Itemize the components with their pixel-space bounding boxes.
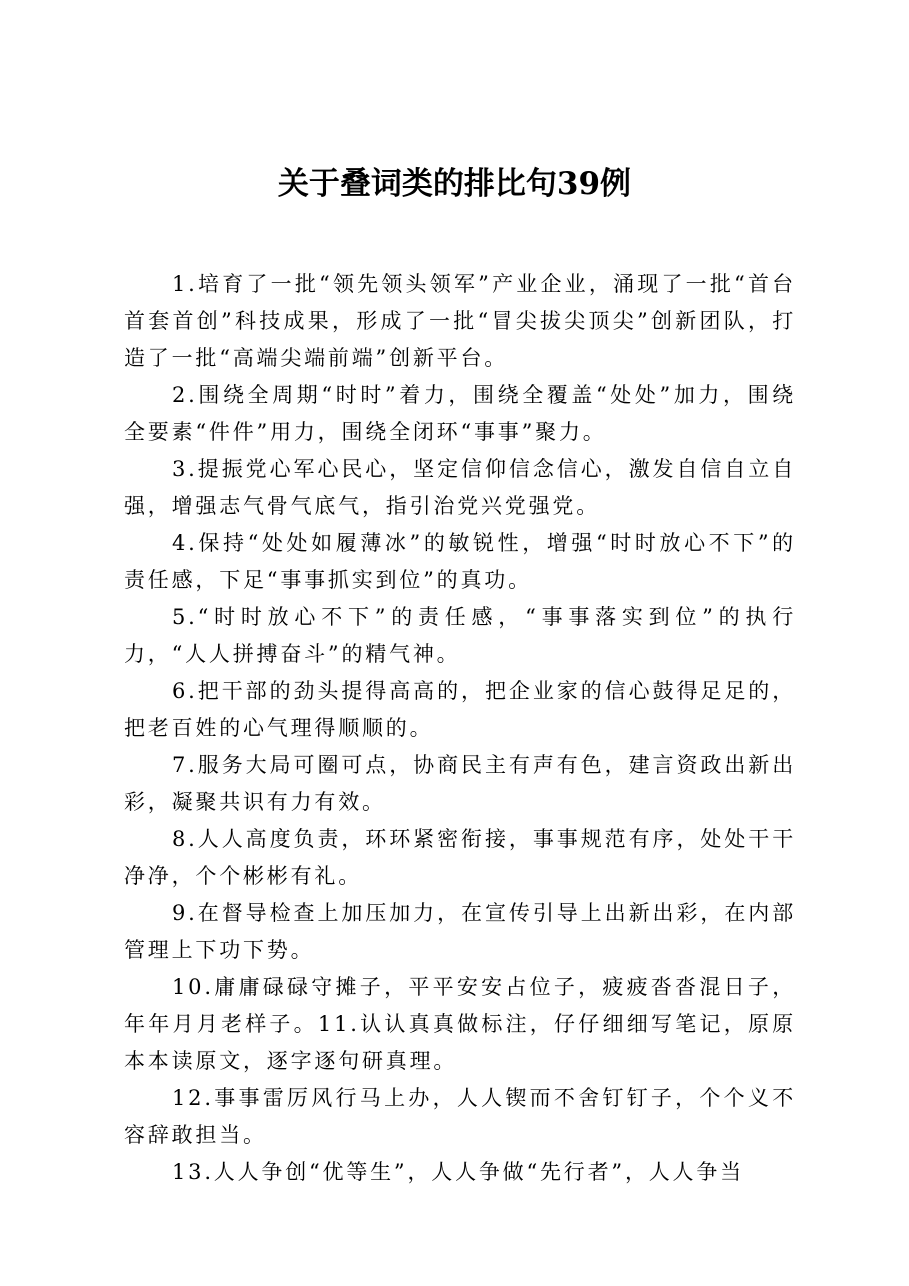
paragraph-5: 5.“时时放心不下”的责任感，“事事落实到位”的执行力，“人人拼搏奋斗”的精气神。 bbox=[124, 605, 796, 666]
paragraph-13: 13.人人争创“优等生”，人人争做“先行者”，人人争当 bbox=[172, 1160, 744, 1184]
document-body bbox=[124, 266, 796, 1191]
paragraph-7: 7.服务大局可圈可点，协商民主有声有色，建言资政出新出彩，凝聚共识有力有效。 bbox=[124, 753, 796, 814]
paragraph-4: 4.保持“处处如履薄冰”的敏锐性，增强“时时放心不下”的责任感，下足“事事抓实到位”的真功。 bbox=[124, 531, 796, 592]
paragraph-2: 2.围绕全周期“时时”着力，围绕全覆盖“处处”加力，围绕全要素“件件”用力，围绕全闭环“事事”聚力。 bbox=[124, 383, 796, 444]
paragraph-12: 12.事事雷厉风行马上办，人人锲而不舍钉钉子，个个义不容辞敢担当。 bbox=[124, 1086, 796, 1147]
paragraph-3: 3.提振党心军心民心，坚定信仰信念信心，激发自信自立自强，增强志气骨气底气，指引治党兴党强党。 bbox=[124, 457, 796, 518]
paragraph-6: 6.把干部的劲头提得高高的，把企业家的信心鼓得足足的，把老百姓的心气理得顺顺的。 bbox=[124, 679, 796, 740]
paragraph-8: 8.人人高度负责，环环紧密衔接，事事规范有序，处处干干净净，个个彬彬有礼。 bbox=[124, 827, 796, 888]
document-title: 关于叠词类的排比句39例 bbox=[277, 166, 632, 202]
paragraph-9: 9.在督导检查上加压加力，在宣传引导上出新出彩，在内部管理上下功下势。 bbox=[124, 901, 796, 962]
paragraph-10: 10.庸庸碌碌守摊子，平平安安占位子，疲疲沓沓混日子，年年月月老样子。11.认认真真做标注，仔仔细细写笔记，原原本本读原文，逐字逐句研真理。 bbox=[124, 975, 796, 1073]
paragraph-1: 1.培育了一批“领先领头领军”产业企业，涌现了一批“首台首套首创”科技成果，形成了一批“冒尖拔尖顶尖”创新团队，打造了一批“高端尖端前端”创新平台。 bbox=[124, 272, 796, 370]
